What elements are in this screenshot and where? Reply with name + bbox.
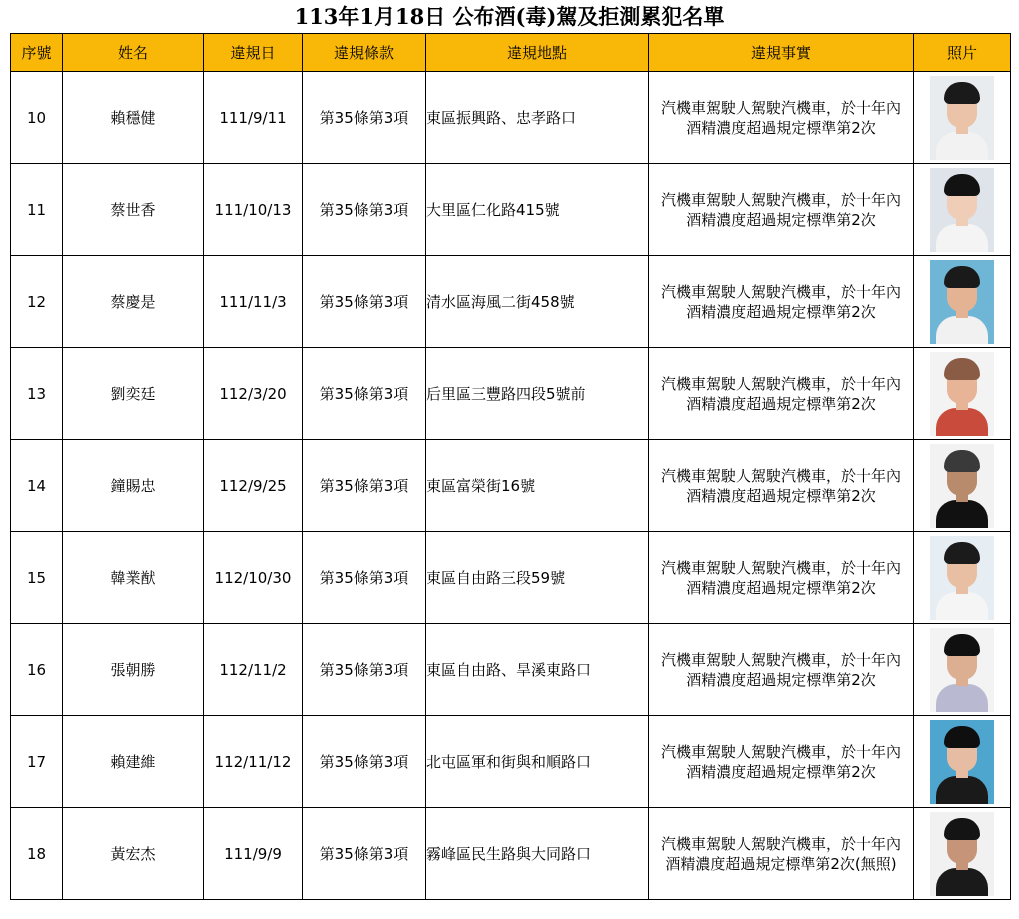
header-no: 序號 [11,34,63,72]
table-row [11,808,1011,900]
violation-location: 東區富榮街16號 [426,440,649,532]
table-header-row [11,34,1011,72]
row-number: 11 [11,164,63,256]
offender-photo [930,76,994,160]
violation-fact-line-2: 酒精濃度超過規定標準第2次 [686,302,876,321]
photo-body [936,132,988,160]
photo-body [936,684,988,712]
violation-date: 111/9/9 [204,808,303,900]
photo-hair [944,634,980,656]
violation-date: 111/9/11 [204,72,303,164]
table-row [11,624,1011,716]
photo-body [936,776,988,804]
photo-cell [914,532,1011,624]
violation-fact [649,164,914,256]
violation-clause: 第35條第3項 [303,348,426,440]
offender-photo [930,444,994,528]
violation-location: 清水區海風二街458號 [426,256,649,348]
offender-name: 黃宏杰 [63,808,204,900]
violation-clause: 第35條第3項 [303,72,426,164]
violation-fact-line-2: 酒精濃度超過規定標準第2次 [686,118,876,137]
row-number: 14 [11,440,63,532]
violation-fact-line-1: 汽機車駕駛人駕駛汽機車，於十年內 [660,742,901,761]
photo-cell [914,440,1011,532]
row-number: 15 [11,532,63,624]
violation-fact-line-2: 酒精濃度超過規定標準第2次(無照) [665,854,897,873]
violation-fact [649,624,914,716]
row-number: 12 [11,256,63,348]
offender-photo [930,628,994,712]
page-title: 113年1月18日 公布酒(毒)駕及拒測累犯名單 [294,4,725,29]
violation-location: 后里區三豐路四段5號前 [426,348,649,440]
violation-clause: 第35條第3項 [303,164,426,256]
violation-location: 大里區仁化路415號 [426,164,649,256]
violation-fact-line-1: 汽機車駕駛人駕駛汽機車，於十年內 [660,374,901,393]
photo-hair [944,266,980,288]
violation-fact-line-1: 汽機車駕駛人駕駛汽機車，於十年內 [660,650,901,669]
violation-location: 霧峰區民生路與大同路口 [426,808,649,900]
violation-fact [649,256,914,348]
photo-hair [944,358,980,380]
violation-location: 東區自由路、旱溪東路口 [426,624,649,716]
table-row [11,440,1011,532]
violation-date: 111/11/3 [204,256,303,348]
violation-fact-line-1: 汽機車駕駛人駕駛汽機車，於十年內 [660,282,901,301]
row-number: 16 [11,624,63,716]
table-row [11,348,1011,440]
violation-fact-line-2: 酒精濃度超過規定標準第2次 [686,670,876,689]
photo-body [936,224,988,252]
violation-fact [649,348,914,440]
offender-name: 蔡慶是 [63,256,204,348]
offender-photo [930,352,994,436]
violation-fact-line-2: 酒精濃度超過規定標準第2次 [686,578,876,597]
photo-cell [914,624,1011,716]
photo-body [936,500,988,528]
photo-body [936,868,988,896]
violation-date: 112/11/2 [204,624,303,716]
offender-name: 韓業猷 [63,532,204,624]
photo-cell [914,72,1011,164]
violation-location: 東區自由路三段59號 [426,532,649,624]
offender-name: 賴建維 [63,716,204,808]
violation-date: 112/3/20 [204,348,303,440]
violation-clause: 第35條第3項 [303,440,426,532]
violation-fact-line-2: 酒精濃度超過規定標準第2次 [686,486,876,505]
violation-date: 112/10/30 [204,532,303,624]
row-number: 13 [11,348,63,440]
offender-name: 蔡世香 [63,164,204,256]
violation-fact-line-2: 酒精濃度超過規定標準第2次 [686,762,876,781]
photo-cell [914,164,1011,256]
offender-photo [930,812,994,896]
photo-hair [944,818,980,840]
violation-clause: 第35條第3項 [303,532,426,624]
photo-body [936,592,988,620]
violation-fact-line-1: 汽機車駕駛人駕駛汽機車，於十年內 [660,98,901,117]
violation-fact-line-2: 酒精濃度超過規定標準第2次 [686,210,876,229]
violation-clause: 第35條第3項 [303,256,426,348]
photo-hair [944,82,980,104]
photo-hair [944,726,980,748]
header-name: 姓名 [63,34,204,72]
photo-hair [944,174,980,196]
header-location: 違規地點 [426,34,649,72]
violation-fact [649,808,914,900]
table-row [11,72,1011,164]
violation-location: 東區振興路、忠孝路口 [426,72,649,164]
photo-hair [944,542,980,564]
violation-clause: 第35條第3項 [303,716,426,808]
offender-name: 賴穩健 [63,72,204,164]
violation-fact-line-1: 汽機車駕駛人駕駛汽機車，於十年內 [660,466,901,485]
violation-fact [649,72,914,164]
photo-hair [944,450,980,472]
violation-fact-line-1: 汽機車駕駛人駕駛汽機車，於十年內 [660,558,901,577]
header-photo: 照片 [914,34,1011,72]
row-number: 10 [11,72,63,164]
row-number: 17 [11,716,63,808]
offender-name: 張朝勝 [63,624,204,716]
violation-date: 112/11/12 [204,716,303,808]
violation-fact-line-1: 汽機車駕駛人駕駛汽機車，於十年內 [660,190,901,209]
photo-body [936,408,988,436]
header-date: 違規日 [204,34,303,72]
photo-cell [914,256,1011,348]
photo-cell [914,808,1011,900]
offender-photo [930,260,994,344]
offender-photo [930,536,994,620]
violation-location: 北屯區軍和街與和順路口 [426,716,649,808]
table-row [11,164,1011,256]
violation-date: 112/9/25 [204,440,303,532]
header-fact: 違規事實 [649,34,914,72]
offender-name: 劉奕廷 [63,348,204,440]
violation-date: 111/10/13 [204,164,303,256]
photo-body [936,316,988,344]
table-row [11,716,1011,808]
violation-fact-line-2: 酒精濃度超過規定標準第2次 [686,394,876,413]
violation-fact-line-1: 汽機車駕駛人駕駛汽機車，於十年內 [660,834,901,853]
violation-fact [649,716,914,808]
offender-table [10,33,1011,900]
offender-photo [930,720,994,804]
photo-cell [914,716,1011,808]
violation-fact [649,440,914,532]
violation-clause: 第35條第3項 [303,624,426,716]
table-row [11,532,1011,624]
photo-cell [914,348,1011,440]
offender-name: 鐘賜忠 [63,440,204,532]
violation-clause: 第35條第3項 [303,808,426,900]
row-number: 18 [11,808,63,900]
violation-fact [649,532,914,624]
header-clause: 違規條款 [303,34,426,72]
table-row [11,256,1011,348]
offender-photo [930,168,994,252]
